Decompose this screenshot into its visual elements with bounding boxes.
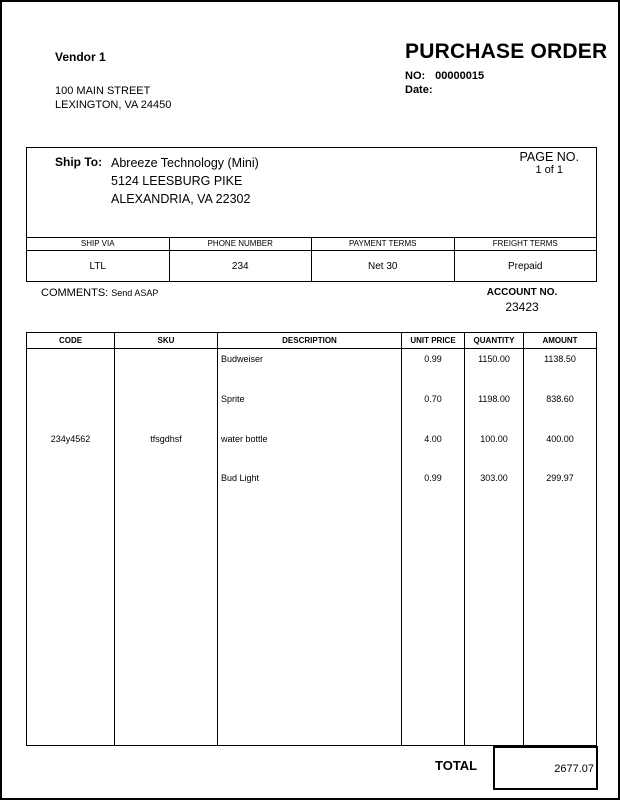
ship-to-line3: ALEXANDRIA, VA 22302 <box>111 192 251 206</box>
account-number-value: 23423 <box>505 300 539 314</box>
phone-number-value: 234 <box>231 260 249 272</box>
total-value: 2677.07 <box>554 763 594 775</box>
total-box <box>493 746 598 790</box>
ship-via-cell <box>27 238 169 281</box>
header-quantity: QUANTITY <box>473 336 515 345</box>
column-divider <box>114 333 115 745</box>
row-amount: 299.97 <box>546 473 574 483</box>
row-unit-price: 0.99 <box>424 473 442 483</box>
header-unit-price: UNIT PRICE <box>410 336 456 345</box>
total-label: TOTAL <box>435 758 478 773</box>
account-number-label: ACCOUNT NO. <box>486 287 558 298</box>
item-sku: tfsgdhsf <box>150 434 182 444</box>
phone-number-cell <box>169 238 312 281</box>
row-quantity: 303.00 <box>480 473 508 483</box>
column-divider <box>217 333 218 745</box>
row-description: Bud Light <box>221 473 260 483</box>
po-number-value: 00000015 <box>435 70 485 82</box>
po-date-label: Date: <box>405 84 433 96</box>
row-quantity: 1198.00 <box>478 394 510 404</box>
page-number-label: PAGE NO. <box>519 150 579 164</box>
ship-to-address <box>111 154 259 208</box>
payment-terms-value: Net 30 <box>368 260 398 272</box>
header-code: CODE <box>58 336 83 345</box>
row-amount: 1138.50 <box>544 354 576 364</box>
row-quantity: 1150.00 <box>478 354 510 364</box>
row-unit-price: 4.00 <box>424 434 442 444</box>
row-quantity: 100.00 <box>480 434 508 444</box>
comments-value: Send ASAP <box>111 288 159 298</box>
phone-number-label: PHONE NUMBER <box>170 238 312 251</box>
vendor-address <box>55 84 171 112</box>
ship-via-label: SHIP VIA <box>27 238 169 251</box>
account-number <box>486 287 558 314</box>
header-sku: SKU <box>157 336 175 345</box>
terms-row <box>27 237 596 281</box>
line-items-table <box>26 332 597 746</box>
row-description: Sprite <box>221 394 245 404</box>
page-number-value: 1 of 1 <box>535 164 563 176</box>
row-unit-price: 0.70 <box>424 394 442 404</box>
po-meta <box>405 69 484 97</box>
ship-to-label: Ship To: <box>55 155 103 169</box>
header-description: DESCRIPTION <box>282 336 337 345</box>
ship-to-line2: 5124 LEESBURG PIKE <box>111 174 243 188</box>
document-title: PURCHASE ORDER <box>405 40 608 63</box>
ship-to-line1: Abreeze Technology (Mini) <box>111 156 259 170</box>
payment-terms-label: PAYMENT TERMS <box>312 238 454 251</box>
po-number-label: NO: <box>405 70 426 82</box>
freight-terms-label: FREIGHT TERMS <box>455 238 597 251</box>
ship-via-value: LTL <box>89 260 106 272</box>
row-description: Budweiser <box>221 354 264 364</box>
comments <box>41 287 158 299</box>
row-amount: 400.00 <box>546 434 574 444</box>
freight-terms-cell <box>454 238 597 281</box>
ship-to-box <box>26 147 597 282</box>
payment-terms-cell <box>311 238 454 281</box>
header-amount: AMOUNT <box>542 336 578 345</box>
page-number <box>519 151 579 177</box>
freight-terms-value: Prepaid <box>508 260 543 272</box>
row-description: water bottle <box>221 434 268 444</box>
row-unit-price: 0.99 <box>424 354 442 364</box>
table-header <box>27 333 596 349</box>
vendor-street: 100 MAIN STREET <box>55 85 151 97</box>
vendor-name: Vendor 1 <box>55 50 106 64</box>
item-code: 234y4562 <box>50 434 91 444</box>
row-amount: 838.60 <box>546 394 574 404</box>
comments-label: COMMENTS: <box>41 287 109 299</box>
vendor-city-line: LEXINGTON, VA 24450 <box>55 99 172 111</box>
